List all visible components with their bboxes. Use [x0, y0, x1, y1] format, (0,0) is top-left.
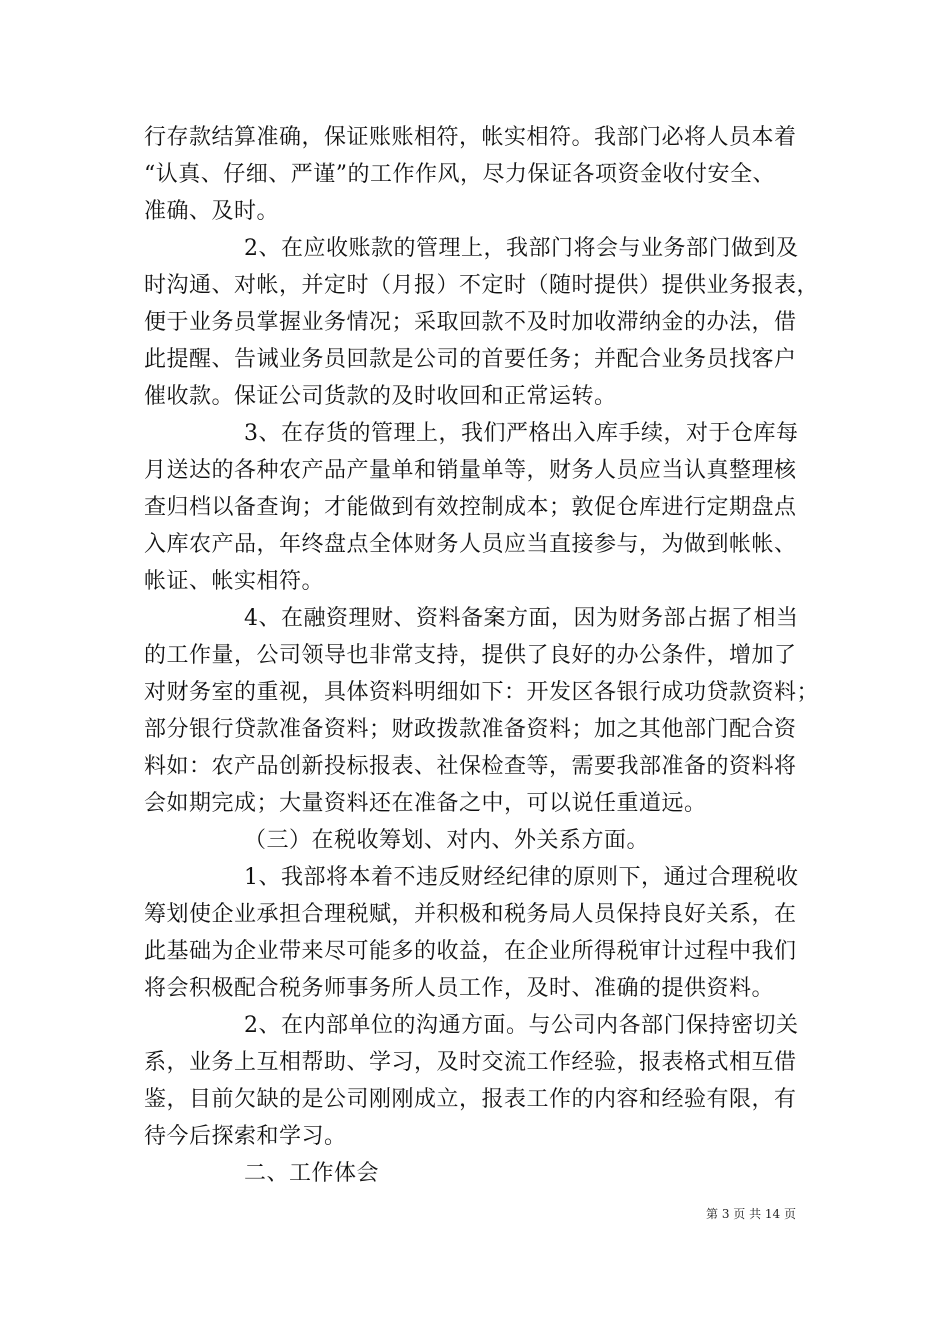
text-line: 部分银行贷款准备资料；财政拨款准备资料；加之其他部门配合资	[144, 717, 797, 742]
text-line: 此提醒、告诫业务员回款是公司的首要任务；并配合业务员找客户	[144, 347, 797, 372]
text-line: 催收款。保证公司货款的及时收回和正常运转。	[144, 384, 617, 409]
text-line: 系，业务上互相帮助、学习，及时交流工作经验，报表格式相互借	[144, 1050, 797, 1075]
text-line: 准确、及时。	[144, 199, 280, 224]
text-line: 对财务室的重视，具体资料明细如下：开发区各银行成功贷款资料；	[144, 680, 820, 705]
text-line: 筹划使企业承担合理税赋，并积极和税务局人员保持良好关系，在	[144, 902, 797, 927]
text-line: 2、在应收账款的管理上，我部门将会与业务部门做到及	[244, 236, 799, 261]
text-line: 的工作量，公司领导也非常支持，提供了良好的办公条件，增加了	[144, 643, 797, 668]
text-line: 时沟通、对帐，并定时（月报）不定时（随时提供）提供业务报表，	[144, 273, 820, 298]
text-line: 料如：农产品创新投标报表、社保检查等，需要我部准备的资料将	[144, 754, 797, 779]
text-line: “认真、仔细、严谨”的工作作风，尽力保证各项资金收付安全、	[144, 162, 775, 187]
text-line: 将会积极配合税务师事务所人员工作，及时、准确的提供资料。	[144, 976, 775, 1001]
text-line: 会如期完成；大量资料还在准备之中，可以说任重道远。	[144, 791, 707, 816]
text-line: 2、在内部单位的沟通方面。与公司内各部门保持密切关	[244, 1013, 799, 1038]
section-heading: 二、工作体会	[244, 1161, 380, 1186]
text-line: 月送达的各种农产品产量单和销量单等，财务人员应当认真整理核	[144, 458, 797, 483]
text-line: 此基础为企业带来尽可能多的收益，在企业所得税审计过程中我们	[144, 939, 797, 964]
text-line: 查归档以备查询；才能做到有效控制成本；敦促仓库进行定期盘点	[144, 495, 797, 520]
text-line: 便于业务员掌握业务情况；采取回款不及时加收滞纳金的办法，借	[144, 310, 797, 335]
text-line: 3、在存货的管理上，我们严格出入库手续，对于仓库每	[244, 421, 799, 446]
page-number: 第 3 页 共 14 页	[706, 1207, 796, 1221]
text-line: 入库农产品，年终盘点全体财务人员应当直接参与，为做到帐帐、	[144, 532, 797, 557]
section-heading: （三）在税收筹划、对内、外关系方面。	[244, 828, 650, 853]
text-line: 行存款结算准确，保证账账相符，帐实相符。我部门必将人员本着	[144, 125, 797, 150]
text-line: 帐证、帐实相符。	[144, 569, 325, 594]
text-line: 4、在融资理财、资料备案方面，因为财务部占据了相当	[244, 606, 799, 631]
text-line: 1、我部将本着不违反财经纪律的原则下，通过合理税收	[244, 865, 799, 890]
text-line: 鉴，目前欠缺的是公司刚刚成立，报表工作的内容和经验有限，有	[144, 1087, 797, 1112]
text-line: 待今后探索和学习。	[144, 1124, 347, 1149]
